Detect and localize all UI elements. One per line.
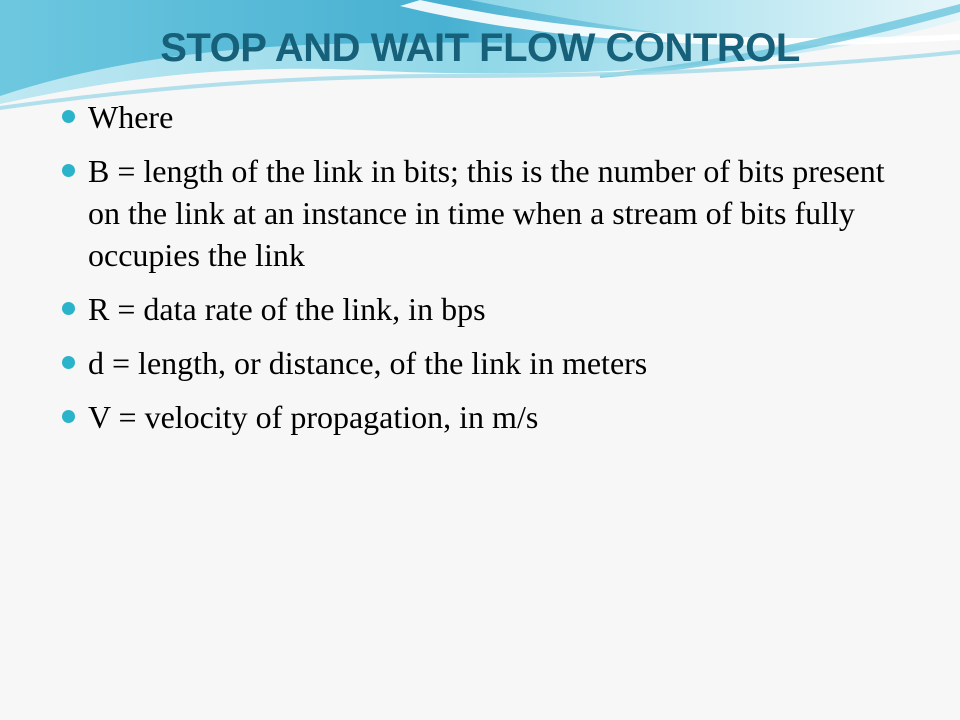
bullet-where <box>62 96 902 138</box>
bullet-text: V = velocity of propagation, in m/s <box>88 399 539 435</box>
bullet-list <box>62 96 902 450</box>
bullet-velocity <box>62 396 902 438</box>
bullet-dot-icon <box>62 164 75 177</box>
bullet-dot-icon <box>62 410 75 423</box>
bullet-link-length <box>62 150 902 276</box>
bullet-dot-icon <box>62 110 75 123</box>
bullet-dot-icon <box>62 356 75 369</box>
bullet-text: d = length, or distance, of the link in meters <box>88 345 648 381</box>
bullet-text: R = data rate of the link, in bps <box>88 291 486 327</box>
bullet-data-rate <box>62 288 902 330</box>
bullet-text: B = length of the link in bits; this is the number of bits present on the link at an instance in time when a stream of bits fully occupies the link <box>88 153 885 273</box>
bullet-dot-icon <box>62 302 75 315</box>
bullet-text: Where <box>88 99 174 135</box>
bullet-distance <box>62 342 902 384</box>
slide-title: STOP AND WAIT FLOW CONTROL <box>160 26 800 70</box>
